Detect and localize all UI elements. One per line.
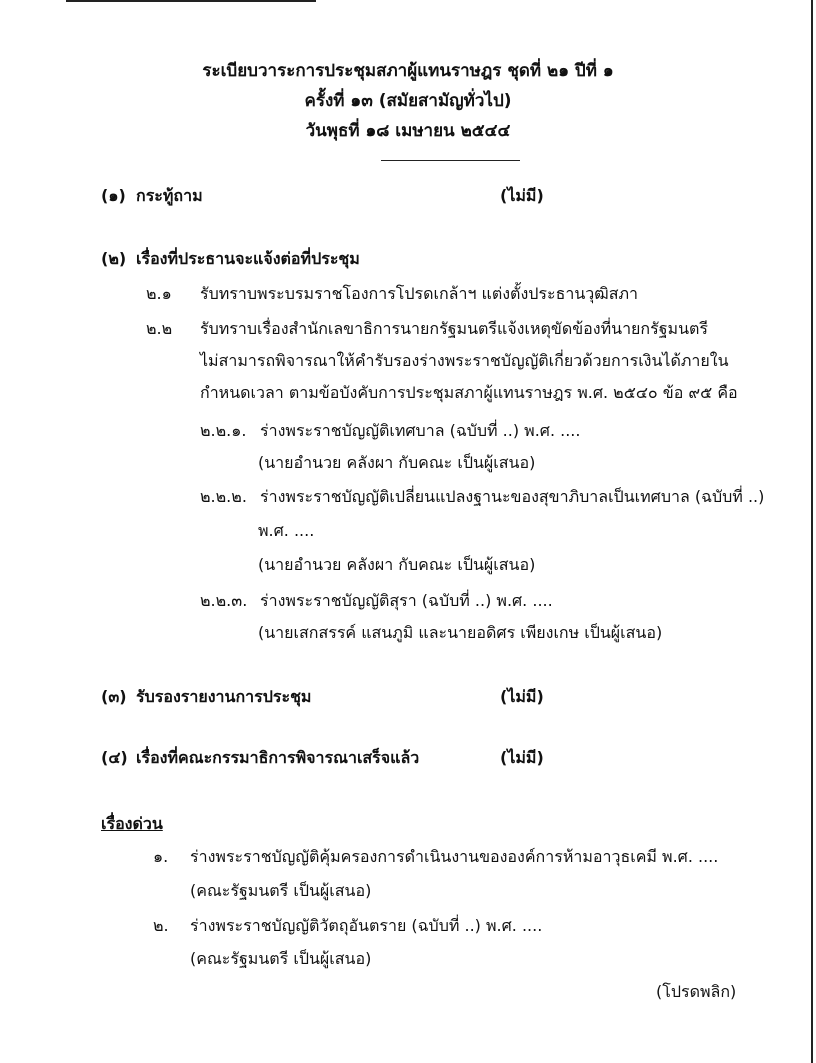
section-3-status: (ไม่มี): [500, 687, 544, 706]
urgent-item-2-text: ร่างพระราชบัญญัติวัตถุอันตราย (ฉบับที่ ..) พ.ศ. ....: [190, 916, 543, 935]
agenda-title: ระเบียบวาระการประชุมสภาผู้แทนราษฎร ชุดที่ ๒๑ ปีที่ ๑: [202, 61, 614, 81]
urgent-item-2-number: ๒.: [153, 916, 169, 935]
sub-2-2-3-text: ร่างพระราชบัญญัติสุรา (ฉบับที่ ..) พ.ศ. ....: [260, 591, 553, 610]
sub-2-2-2-number: ๒.๒.๒.: [200, 487, 247, 506]
item-2-2-number: ๒.๒: [146, 319, 173, 338]
sub-2-2-1-number: ๒.๒.๑.: [200, 421, 247, 440]
section-1-title: กระทู้ถาม: [136, 186, 203, 205]
section-1-number: (๑): [101, 186, 126, 205]
page-edge: [811, 0, 813, 1063]
section-3-title: รับรองรายงานการประชุม: [136, 687, 312, 706]
sub-2-2-1-text: ร่างพระราชบัญญัติเทศบาล (ฉบับที่ ..) พ.ศ. ....: [260, 421, 581, 440]
item-2-2-line-1: รับทราบเรื่องสำนักเลขาธิการนายกรัฐมนตรีแจ้งเหตุขัดข้องที่นายกรัฐมนตรี: [200, 319, 709, 338]
sub-2-2-2-text-2: พ.ศ. ....: [258, 521, 315, 540]
sub-2-2-3-proposer: (นายเสกสรรค์ แสนภูมิ และนายอดิศร เพียงเกษ เป็นผู้เสนอ): [258, 623, 663, 642]
urgent-item-2-proposer: (คณะรัฐมนตรี เป็นผู้เสนอ): [190, 949, 372, 968]
section-3-number: (๓): [101, 687, 127, 706]
section-4-number: (๔): [101, 748, 128, 767]
sub-2-2-2-proposer: (นายอำนวย คลังผา กับคณะ เป็นผู้เสนอ): [258, 555, 536, 574]
section-4-status: (ไม่มี): [500, 748, 544, 767]
urgent-item-1-number: ๑.: [153, 847, 169, 866]
urgent-item-1-text: ร่างพระราชบัญญัติคุ้มครองการดำเนินงานขององค์การห้ามอาวุธเคมี พ.ศ. ....: [190, 847, 719, 866]
item-2-1-text: รับทราบพระบรมราชโองการโปรดเกล้าฯ แต่งตั้งประธานวุฒิสภา: [200, 284, 639, 303]
section-1-status: (ไม่มี): [500, 186, 544, 205]
section-4-title: เรื่องที่คณะกรรมาธิการพิจารณาเสร็จแล้ว: [136, 748, 420, 767]
item-2-2-line-3: กำหนดเวลา ตามข้อบังคับการประชุมสภาผู้แทนราษฎร พ.ศ. ๒๕๔๐ ข้อ ๙๕ คือ: [200, 383, 738, 402]
section-2-title: เรื่องที่ประธานจะแจ้งต่อที่ประชุม: [136, 249, 360, 268]
urgent-heading: เรื่องด่วน: [101, 814, 163, 833]
item-2-2-line-2: ไม่สามารถพิจารณาให้คำรับรองร่างพระราชบัญญัติเกี่ยวด้วยการเงินได้ภายใน: [200, 351, 729, 370]
top-rule: [66, 0, 316, 2]
session-line: ครั้งที่ ๑๓ (สมัยสามัญทั่วไป): [304, 91, 512, 111]
item-2-1-number: ๒.๑: [146, 284, 172, 303]
sub-2-2-3-number: ๒.๒.๓.: [200, 591, 248, 610]
date-line: วันพุธที่ ๑๘ เมษายน ๒๕๔๔: [305, 121, 511, 141]
header-separator: [381, 160, 520, 161]
section-2-number: (๒): [101, 249, 127, 268]
turn-over-note: (โปรดพลิก): [656, 982, 737, 1001]
sub-2-2-1-proposer: (นายอำนวย คลังผา กับคณะ เป็นผู้เสนอ): [258, 453, 536, 472]
urgent-item-1-proposer: (คณะรัฐมนตรี เป็นผู้เสนอ): [190, 881, 372, 900]
sub-2-2-2-text: ร่างพระราชบัญญัติเปลี่ยนแปลงฐานะของสุขาภิบาลเป็นเทศบาล (ฉบับที่ ..): [260, 487, 765, 506]
